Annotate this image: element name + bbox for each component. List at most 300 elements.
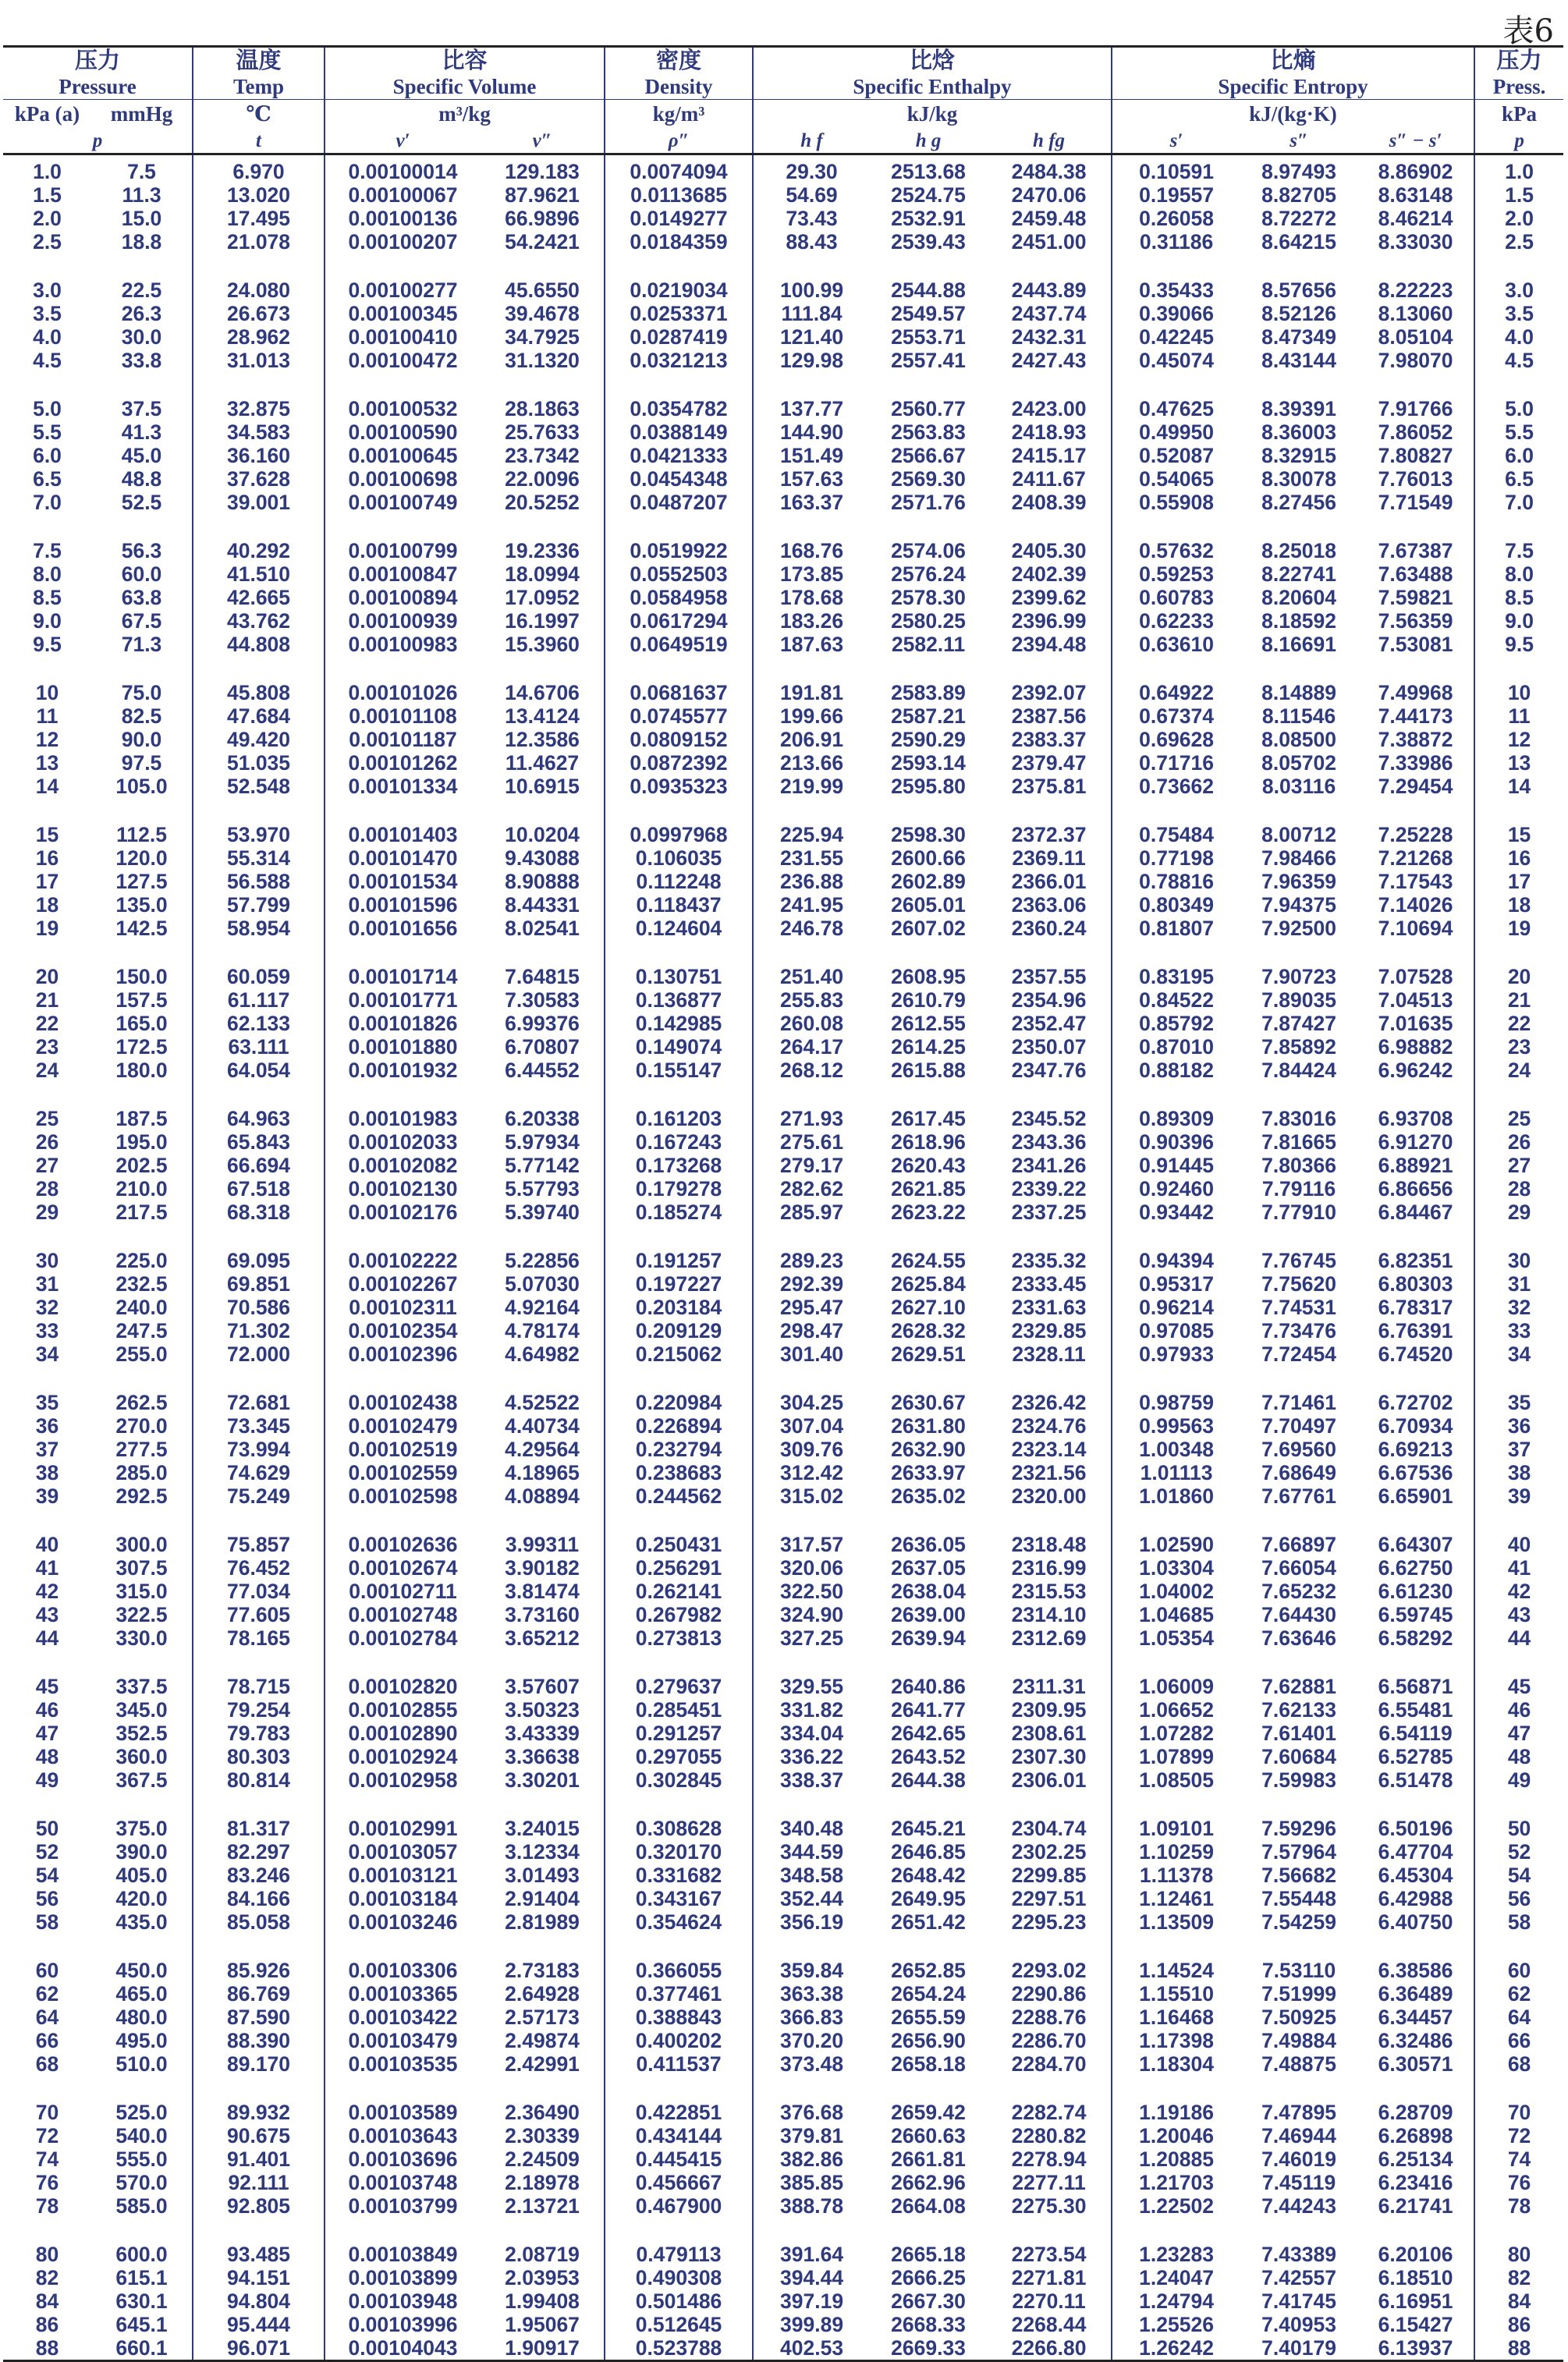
cell-p-mmhg: 202.5 bbox=[91, 1154, 193, 1177]
cell-p-mmhg: 60.0 bbox=[91, 562, 193, 586]
cell-vol-vapor: 129.183 bbox=[481, 154, 605, 184]
cell-p-mmhg: 510.0 bbox=[91, 2052, 193, 2076]
cell-s-vapor: 8.32915 bbox=[1261, 444, 1336, 467]
cell-vol-liquid: 0.00102674 bbox=[348, 1556, 458, 1580]
cell-p-kpa: 23 bbox=[35, 1035, 59, 1059]
cell-s-vapor: 7.98466 bbox=[1261, 846, 1336, 870]
cell-vol-vapor: 1.95067 bbox=[481, 2313, 605, 2336]
cell-s-liquid: 0.73662 bbox=[1139, 775, 1214, 798]
cell-s-evap: 6.93708 bbox=[1357, 1082, 1474, 1130]
cell-h-liquid: 340.48 bbox=[780, 1817, 844, 1840]
cell-vol-liquid: 0.00100014 bbox=[348, 160, 458, 183]
cell-temp: 21.078 bbox=[193, 230, 325, 254]
cell-h-vapor: 2576.24 bbox=[891, 562, 966, 586]
cell-s-liquid: 0.49950 bbox=[1139, 420, 1214, 444]
cell-p-mmhg: 157.5 bbox=[91, 988, 193, 1012]
cell-h-liquid: 178.68 bbox=[780, 586, 844, 609]
cell-h-evap: 2387.56 bbox=[987, 704, 1112, 728]
cell-p-kpa-right: 21 bbox=[1507, 988, 1531, 1012]
cell-vol-vapor: 17.0952 bbox=[481, 586, 605, 609]
table-row bbox=[3, 1154, 1563, 1177]
cell-h-evap: 2321.56 bbox=[987, 1461, 1112, 1484]
cell-h-liquid: 29.30 bbox=[786, 160, 838, 183]
cell-p-mmhg: 420.0 bbox=[91, 1887, 193, 1910]
cell-s-vapor: 7.92500 bbox=[1261, 917, 1336, 940]
cell-h-liquid: 317.57 bbox=[780, 1533, 844, 1556]
table-row bbox=[3, 491, 1563, 514]
cell-h-vapor: 2652.85 bbox=[891, 1959, 966, 1982]
header-row-chinese bbox=[3, 47, 1563, 75]
cell-s-evap: 6.23416 bbox=[1357, 2171, 1474, 2194]
cell-s-evap: 6.98882 bbox=[1357, 1035, 1474, 1059]
cell-h-evap: 2329.85 bbox=[987, 1319, 1112, 1342]
cell-density-vapor: 0.523788 bbox=[605, 2336, 753, 2361]
cell-s-vapor: 8.25018 bbox=[1261, 539, 1336, 562]
cell-p-kpa-right: 74 bbox=[1507, 2147, 1531, 2171]
cell-density-vapor: 0.467900 bbox=[605, 2194, 753, 2218]
cell-p-kpa: 7.5 bbox=[33, 539, 62, 562]
cell-h-liquid: 334.04 bbox=[780, 1722, 844, 1745]
cell-h-evap: 2394.48 bbox=[987, 633, 1112, 656]
cell-s-liquid: 0.92460 bbox=[1139, 1177, 1214, 1201]
cell-h-vapor: 2628.32 bbox=[891, 1319, 966, 1342]
symbol-p: p bbox=[3, 128, 193, 154]
table-row bbox=[3, 1484, 1563, 1508]
cell-h-vapor: 2610.79 bbox=[891, 988, 966, 1012]
header-entropy-en: Specific Entropy bbox=[1112, 74, 1474, 100]
cell-s-evap: 6.96242 bbox=[1357, 1059, 1474, 1082]
table-row bbox=[3, 988, 1563, 1012]
cell-s-liquid: 0.75484 bbox=[1139, 823, 1214, 846]
cell-p-kpa: 39 bbox=[35, 1484, 59, 1508]
cell-vol-vapor: 1.99408 bbox=[481, 2289, 605, 2313]
cell-p-mmhg: 210.0 bbox=[91, 1177, 193, 1201]
cell-vol-vapor: 22.0096 bbox=[481, 467, 605, 491]
cell-s-evap: 7.38872 bbox=[1357, 728, 1474, 751]
cell-p-kpa-right: 6.0 bbox=[1505, 444, 1534, 467]
cell-s-vapor: 7.40179 bbox=[1240, 2336, 1357, 2361]
cell-p-kpa: 22 bbox=[35, 1012, 59, 1035]
cell-h-liquid: 336.22 bbox=[780, 1745, 844, 1768]
cell-p-mmhg: 240.0 bbox=[91, 1296, 193, 1319]
cell-temp: 43.762 bbox=[193, 609, 325, 633]
cell-vol-vapor: 2.30339 bbox=[481, 2124, 605, 2147]
cell-s-evap: 6.67536 bbox=[1357, 1461, 1474, 1484]
cell-h-evap: 2278.94 bbox=[987, 2147, 1112, 2171]
cell-h-liquid: 366.83 bbox=[780, 2006, 844, 2029]
cell-vol-vapor: 3.65212 bbox=[481, 1626, 605, 1650]
cell-temp: 31.013 bbox=[193, 349, 325, 372]
cell-vol-liquid: 0.00103696 bbox=[348, 2147, 458, 2171]
cell-h-vapor: 2600.66 bbox=[891, 846, 966, 870]
cell-s-vapor: 7.84424 bbox=[1261, 1059, 1336, 1082]
cell-s-evap: 7.44173 bbox=[1357, 704, 1474, 728]
cell-temp: 74.629 bbox=[193, 1461, 325, 1484]
cell-h-vapor: 2620.43 bbox=[891, 1154, 966, 1177]
cell-h-evap: 2415.17 bbox=[987, 444, 1112, 467]
cell-h-liquid: 376.68 bbox=[780, 2101, 844, 2124]
table-row bbox=[3, 728, 1563, 751]
header-pressure-cn: 压力 bbox=[3, 47, 193, 75]
table-row bbox=[3, 1650, 1563, 1698]
cell-s-evap: 7.10694 bbox=[1357, 917, 1474, 940]
cell-s-liquid: 0.19557 bbox=[1139, 183, 1214, 207]
header-temp-cn: 温度 bbox=[193, 47, 325, 75]
cell-s-evap: 6.86656 bbox=[1357, 1177, 1474, 1201]
table-row bbox=[3, 1934, 1563, 1982]
cell-vol-vapor: 3.99311 bbox=[481, 1508, 605, 1556]
cell-vol-vapor: 20.5252 bbox=[481, 491, 605, 514]
cell-h-vapor: 2649.95 bbox=[891, 1887, 966, 1910]
cell-p-mmhg: 262.5 bbox=[91, 1366, 193, 1414]
table-row bbox=[3, 1224, 1563, 1272]
cell-h-liquid: 157.63 bbox=[780, 467, 844, 491]
cell-vol-liquid: 0.00101826 bbox=[348, 1012, 458, 1035]
cell-h-vapor: 2665.18 bbox=[891, 2243, 966, 2266]
header-row-english bbox=[3, 74, 1563, 100]
cell-p-mmhg: 97.5 bbox=[91, 751, 193, 775]
cell-s-liquid: 1.17398 bbox=[1139, 2029, 1214, 2052]
cell-temp: 94.151 bbox=[193, 2266, 325, 2289]
cell-density-vapor: 0.250431 bbox=[605, 1508, 753, 1556]
cell-p-kpa: 17 bbox=[35, 870, 59, 893]
cell-s-liquid: 1.22502 bbox=[1139, 2194, 1214, 2218]
cell-vol-vapor: 4.18965 bbox=[481, 1461, 605, 1484]
cell-temp: 68.318 bbox=[193, 1201, 325, 1224]
cell-p-kpa-right: 68 bbox=[1507, 2052, 1531, 2076]
cell-temp: 61.117 bbox=[193, 988, 325, 1012]
cell-p-mmhg: 405.0 bbox=[91, 1864, 193, 1887]
cell-s-evap: 6.72702 bbox=[1357, 1366, 1474, 1414]
symbol-hf: h f bbox=[753, 128, 870, 154]
table-row bbox=[3, 2266, 1563, 2289]
cell-density-vapor: 0.197227 bbox=[605, 1272, 753, 1296]
table-row bbox=[3, 1296, 1563, 1319]
cell-h-liquid: 264.17 bbox=[780, 1035, 844, 1059]
cell-vol-liquid: 0.00102033 bbox=[348, 1130, 458, 1154]
header-entropy-cn: 比熵 bbox=[1112, 47, 1474, 75]
cell-vol-liquid: 0.00104043 bbox=[325, 2336, 481, 2361]
cell-h-evap: 2323.14 bbox=[987, 1438, 1112, 1461]
cell-temp: 92.805 bbox=[193, 2194, 325, 2218]
cell-density-vapor: 0.244562 bbox=[605, 1484, 753, 1508]
cell-p-kpa: 82 bbox=[35, 2266, 59, 2289]
cell-p-mmhg: 71.3 bbox=[91, 633, 193, 656]
cell-s-evap: 8.63148 bbox=[1357, 183, 1474, 207]
cell-s-evap: 7.17543 bbox=[1357, 870, 1474, 893]
cell-s-vapor: 8.08500 bbox=[1261, 728, 1336, 751]
cell-density-vapor: 0.0552503 bbox=[605, 562, 753, 586]
cell-vol-liquid: 0.00103422 bbox=[348, 2006, 458, 2029]
cell-h-evap: 2316.99 bbox=[987, 1556, 1112, 1580]
cell-vol-liquid: 0.00102598 bbox=[348, 1484, 458, 1508]
cell-h-liquid: 219.99 bbox=[780, 775, 844, 798]
cell-h-vapor: 2639.00 bbox=[891, 1603, 966, 1626]
table-row bbox=[3, 562, 1563, 586]
cell-vol-liquid: 0.00100894 bbox=[348, 586, 458, 609]
cell-p-kpa-right: 6.5 bbox=[1505, 467, 1534, 491]
cell-s-vapor: 7.87427 bbox=[1261, 1012, 1336, 1035]
cell-s-vapor: 7.77910 bbox=[1261, 1201, 1336, 1224]
cell-p-mmhg: 367.5 bbox=[91, 1768, 193, 1792]
table-row bbox=[3, 1722, 1563, 1745]
cell-s-evap: 7.71549 bbox=[1357, 491, 1474, 514]
cell-h-vapor: 2615.88 bbox=[891, 1059, 966, 1082]
cell-h-liquid: 348.58 bbox=[780, 1864, 844, 1887]
cell-p-kpa: 3.5 bbox=[33, 302, 62, 325]
cell-h-liquid: 88.43 bbox=[786, 230, 838, 254]
cell-p-mmhg: 300.0 bbox=[91, 1508, 193, 1556]
cell-vol-vapor: 3.90182 bbox=[481, 1556, 605, 1580]
cell-h-vapor: 2571.76 bbox=[891, 491, 966, 514]
cell-vol-liquid: 0.00102519 bbox=[348, 1438, 458, 1461]
cell-p-kpa-right: 56 bbox=[1507, 1887, 1531, 1910]
cell-p-mmhg: 540.0 bbox=[91, 2124, 193, 2147]
cell-s-liquid: 1.06009 bbox=[1139, 1675, 1214, 1698]
cell-density-vapor: 0.501486 bbox=[605, 2289, 753, 2313]
cell-h-liquid: 54.69 bbox=[786, 183, 838, 207]
cell-s-vapor: 7.90723 bbox=[1261, 965, 1336, 988]
cell-vol-liquid: 0.00102479 bbox=[348, 1414, 458, 1438]
cell-h-evap: 2266.80 bbox=[987, 2336, 1112, 2361]
cell-density-vapor: 0.106035 bbox=[605, 846, 753, 870]
cell-h-vapor: 2656.90 bbox=[891, 2029, 966, 2052]
table-row bbox=[3, 656, 1563, 704]
cell-vol-liquid: 0.00103057 bbox=[348, 1840, 458, 1864]
cell-vol-liquid: 0.00101534 bbox=[348, 870, 458, 893]
cell-temp: 47.684 bbox=[193, 704, 325, 728]
table-row bbox=[3, 2076, 1563, 2124]
cell-s-vapor: 8.43144 bbox=[1261, 349, 1336, 372]
cell-p-mmhg: 41.3 bbox=[91, 420, 193, 444]
cell-h-vapor: 2618.96 bbox=[891, 1130, 966, 1154]
cell-p-mmhg: 90.0 bbox=[91, 728, 193, 751]
unit-mmhg: mmHg bbox=[91, 100, 193, 129]
cell-s-evap: 6.42988 bbox=[1357, 1887, 1474, 1910]
cell-s-evap: 6.91270 bbox=[1357, 1130, 1474, 1154]
cell-p-kpa-right: 78 bbox=[1507, 2194, 1531, 2218]
cell-temp: 93.485 bbox=[193, 2218, 325, 2266]
cell-p-mmhg: 225.0 bbox=[91, 1224, 193, 1272]
cell-temp: 79.254 bbox=[193, 1698, 325, 1722]
cell-p-mmhg: 180.0 bbox=[91, 1059, 193, 1082]
cell-h-evap: 2297.51 bbox=[987, 1887, 1112, 1910]
cell-vol-liquid: 0.00102559 bbox=[348, 1461, 458, 1484]
cell-h-evap: 2311.31 bbox=[987, 1650, 1112, 1698]
cell-vol-liquid: 0.00101932 bbox=[348, 1059, 458, 1082]
cell-s-liquid: 0.77198 bbox=[1139, 846, 1214, 870]
cell-h-liquid: 329.55 bbox=[780, 1675, 844, 1698]
cell-h-vapor: 2645.21 bbox=[891, 1817, 966, 1840]
cell-s-liquid: 1.08505 bbox=[1139, 1768, 1214, 1792]
table-row bbox=[3, 1012, 1563, 1035]
cell-h-evap: 2280.82 bbox=[987, 2124, 1112, 2147]
cell-h-evap: 2451.00 bbox=[987, 230, 1112, 254]
cell-temp: 55.314 bbox=[193, 846, 325, 870]
cell-p-kpa-right: 1.0 bbox=[1505, 160, 1534, 183]
cell-s-vapor: 7.61401 bbox=[1261, 1722, 1336, 1745]
cell-s-vapor: 7.55448 bbox=[1261, 1887, 1336, 1910]
cell-h-evap: 2459.48 bbox=[987, 207, 1112, 230]
cell-h-vapor: 2632.90 bbox=[891, 1438, 966, 1461]
cell-h-vapor: 2629.51 bbox=[891, 1342, 966, 1366]
cell-s-evap: 6.30571 bbox=[1357, 2052, 1474, 2076]
table-row bbox=[3, 775, 1563, 798]
cell-density-vapor: 0.203184 bbox=[605, 1296, 753, 1319]
cell-p-kpa: 2.5 bbox=[33, 230, 62, 254]
cell-p-kpa: 70 bbox=[35, 2101, 59, 2124]
table-row bbox=[3, 917, 1563, 940]
cell-h-evap: 2443.89 bbox=[987, 254, 1112, 302]
cell-vol-liquid: 0.00102748 bbox=[348, 1603, 458, 1626]
cell-p-mmhg: 525.0 bbox=[91, 2076, 193, 2124]
cell-s-liquid: 0.35433 bbox=[1139, 278, 1214, 302]
cell-s-vapor: 7.80366 bbox=[1261, 1154, 1336, 1177]
cell-p-kpa: 26 bbox=[35, 1130, 59, 1154]
cell-temp: 58.954 bbox=[193, 917, 325, 940]
cell-s-evap: 6.34457 bbox=[1357, 2006, 1474, 2029]
cell-p-mmhg: 48.8 bbox=[91, 467, 193, 491]
cell-density-vapor: 0.0149277 bbox=[605, 207, 753, 230]
cell-density-vapor: 0.118437 bbox=[605, 893, 753, 917]
cell-p-kpa: 48 bbox=[35, 1745, 59, 1768]
cell-s-liquid: 0.45074 bbox=[1139, 349, 1214, 372]
cell-p-mmhg: 82.5 bbox=[91, 704, 193, 728]
cell-h-vapor: 2659.42 bbox=[891, 2101, 966, 2124]
cell-s-evap: 7.49968 bbox=[1357, 656, 1474, 704]
cell-h-evap: 2328.11 bbox=[987, 1342, 1112, 1366]
cell-p-kpa: 1.5 bbox=[33, 183, 62, 207]
cell-p-kpa: 4.0 bbox=[33, 325, 62, 349]
cell-p-kpa: 37 bbox=[35, 1438, 59, 1461]
cell-p-kpa-right: 84 bbox=[1507, 2289, 1531, 2313]
table-row bbox=[3, 2029, 1563, 2052]
cell-p-kpa: 50 bbox=[35, 1817, 59, 1840]
cell-s-liquid: 0.47625 bbox=[1139, 397, 1214, 420]
cell-vol-liquid: 0.00100345 bbox=[348, 302, 458, 325]
cell-h-liquid: 301.40 bbox=[780, 1342, 844, 1366]
table-row bbox=[3, 870, 1563, 893]
cell-h-evap: 2418.93 bbox=[987, 420, 1112, 444]
cell-p-kpa: 3.0 bbox=[33, 278, 62, 302]
cell-s-evap: 6.40750 bbox=[1357, 1910, 1474, 1934]
cell-p-kpa-right: 18 bbox=[1507, 893, 1531, 917]
cell-s-liquid: 0.88182 bbox=[1139, 1059, 1214, 1082]
cell-temp: 49.420 bbox=[193, 728, 325, 751]
cell-vol-liquid: 0.00101656 bbox=[348, 917, 458, 940]
cell-density-vapor: 0.422851 bbox=[605, 2076, 753, 2124]
cell-temp: 36.160 bbox=[193, 444, 325, 467]
cell-p-kpa-right: 40 bbox=[1507, 1533, 1531, 1556]
cell-s-vapor: 7.41745 bbox=[1261, 2289, 1336, 2313]
cell-p-kpa: 47 bbox=[35, 1722, 59, 1745]
cell-vol-vapor: 4.40734 bbox=[481, 1414, 605, 1438]
table-row bbox=[3, 1201, 1563, 1224]
cell-density-vapor: 0.0287419 bbox=[605, 325, 753, 349]
cell-p-kpa-right: 10 bbox=[1507, 681, 1531, 704]
cell-vol-vapor: 13.4124 bbox=[481, 704, 605, 728]
cell-p-mmhg: 37.5 bbox=[91, 372, 193, 420]
cell-vol-liquid: 0.00100136 bbox=[348, 207, 458, 230]
cell-p-kpa: 20 bbox=[35, 965, 59, 988]
cell-h-evap: 2282.74 bbox=[987, 2076, 1112, 2124]
cell-temp: 24.080 bbox=[193, 254, 325, 302]
cell-p-mmhg: 330.0 bbox=[91, 1626, 193, 1650]
cell-s-liquid: 0.64922 bbox=[1139, 681, 1214, 704]
cell-vol-vapor: 4.92164 bbox=[481, 1296, 605, 1319]
cell-vol-vapor: 8.44331 bbox=[481, 893, 605, 917]
cell-p-kpa: 58 bbox=[35, 1910, 59, 1934]
cell-p-mmhg: 480.0 bbox=[91, 2006, 193, 2029]
table-header bbox=[3, 47, 1563, 154]
cell-vol-liquid: 0.00102311 bbox=[349, 1296, 457, 1319]
cell-p-kpa-right: 60 bbox=[1507, 1959, 1531, 1982]
cell-p-kpa: 9.5 bbox=[33, 633, 62, 656]
cell-p-kpa: 41 bbox=[35, 1556, 59, 1580]
cell-s-liquid: 0.63610 bbox=[1139, 633, 1214, 656]
cell-h-evap: 2363.06 bbox=[987, 893, 1112, 917]
cell-h-vapor: 2590.29 bbox=[891, 728, 966, 751]
cell-p-mmhg: 26.3 bbox=[91, 302, 193, 325]
cell-p-kpa-right: 4.5 bbox=[1505, 349, 1534, 372]
cell-density-vapor: 0.512645 bbox=[605, 2313, 753, 2336]
cell-vol-liquid: 0.00101771 bbox=[348, 988, 458, 1012]
cell-s-liquid: 0.97933 bbox=[1139, 1342, 1214, 1366]
cell-temp: 37.628 bbox=[193, 467, 325, 491]
cell-vol-vapor: 4.78174 bbox=[481, 1319, 605, 1342]
cell-temp: 76.452 bbox=[193, 1556, 325, 1580]
cell-density-vapor: 0.320170 bbox=[605, 1840, 753, 1864]
header-pressure-en: Pressure bbox=[3, 74, 193, 100]
cell-s-vapor: 7.53110 bbox=[1261, 1959, 1336, 1982]
cell-p-kpa-right: 27 bbox=[1507, 1154, 1531, 1177]
cell-temp: 89.932 bbox=[193, 2076, 325, 2124]
table-row bbox=[3, 444, 1563, 467]
cell-density-vapor: 0.291257 bbox=[605, 1722, 753, 1745]
cell-h-liquid: 388.78 bbox=[780, 2194, 844, 2218]
cell-s-liquid: 1.07899 bbox=[1139, 1745, 1214, 1768]
cell-density-vapor: 0.490308 bbox=[605, 2266, 753, 2289]
cell-s-vapor: 7.79116 bbox=[1261, 1177, 1336, 1201]
cell-s-liquid: 1.20885 bbox=[1139, 2147, 1214, 2171]
cell-s-evap: 6.61230 bbox=[1357, 1580, 1474, 1603]
table-row bbox=[3, 1603, 1563, 1626]
cell-h-evap: 2324.76 bbox=[987, 1414, 1112, 1438]
cell-vol-vapor: 5.77142 bbox=[481, 1154, 605, 1177]
cell-temp: 89.170 bbox=[193, 2052, 325, 2076]
cell-density-vapor: 0.445415 bbox=[605, 2147, 753, 2171]
symbol-hfg: h fg bbox=[987, 128, 1112, 154]
cell-vol-liquid: 0.00102991 bbox=[348, 1817, 458, 1840]
cell-h-liquid: 282.62 bbox=[780, 1177, 844, 1201]
cell-p-mmhg: 187.5 bbox=[91, 1082, 193, 1130]
table-row bbox=[3, 254, 1563, 302]
cell-density-vapor: 0.112248 bbox=[605, 870, 753, 893]
cell-temp: 79.783 bbox=[193, 1722, 325, 1745]
cell-s-evap: 7.59821 bbox=[1357, 586, 1474, 609]
table-row bbox=[3, 1910, 1563, 1934]
cell-p-kpa-right: 4.0 bbox=[1505, 325, 1534, 349]
cell-p-kpa: 66 bbox=[35, 2029, 59, 2052]
cell-density-vapor: 0.411537 bbox=[605, 2052, 753, 2076]
cell-density-vapor: 0.167243 bbox=[605, 1130, 753, 1154]
cell-s-vapor: 7.83016 bbox=[1261, 1107, 1336, 1130]
table-row bbox=[3, 1745, 1563, 1768]
cell-p-kpa: 36 bbox=[35, 1414, 59, 1438]
cell-s-vapor: 7.46019 bbox=[1261, 2147, 1336, 2171]
cell-vol-liquid: 0.00100847 bbox=[348, 562, 458, 586]
cell-p-kpa-right: 58 bbox=[1507, 1910, 1531, 1934]
